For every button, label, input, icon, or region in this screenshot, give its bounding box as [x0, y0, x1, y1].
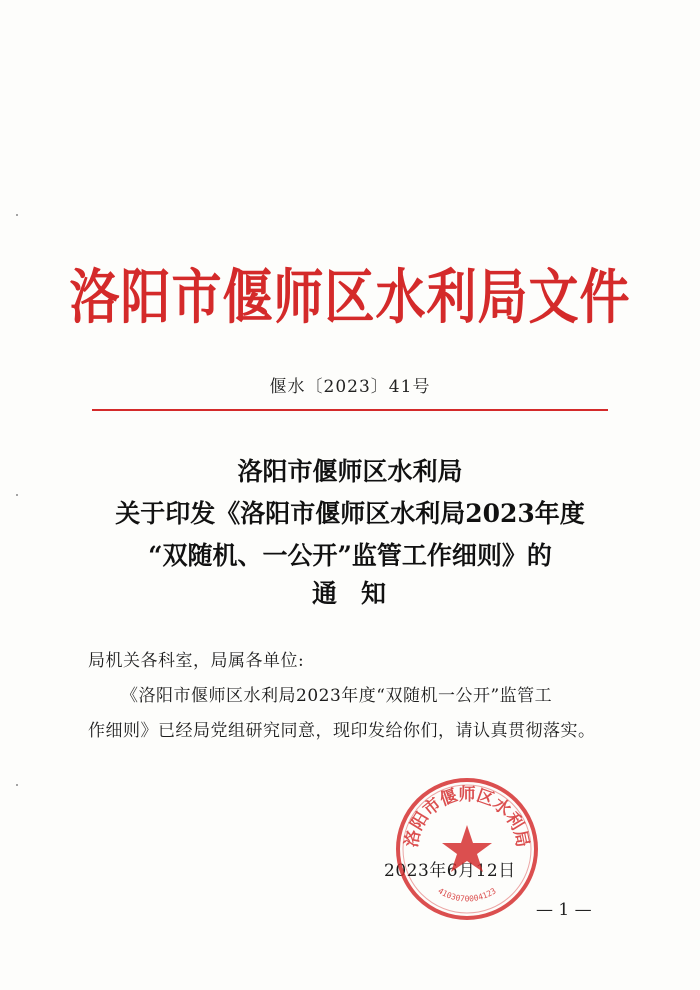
seal-code: 4103070004123	[436, 886, 498, 904]
red-separator-line	[92, 409, 608, 411]
notice-title-line-3: “双随机、一公开”监管工作细则》的	[148, 541, 552, 570]
scan-mark	[16, 214, 18, 216]
seal-star-icon	[442, 825, 492, 872]
notice-title-line-1: 洛阳市偃师区水利局	[237, 457, 463, 486]
body-paragraph-line-1: 《洛阳市偃师区水利局2023年度“双随机一公开”监管工	[121, 686, 553, 706]
document-header-title: 洛阳市偃师区水利局文件	[69, 262, 631, 332]
svg-text:4103070004123	[436, 886, 497, 903]
seal-text: 洛阳市偃师区水利局	[401, 784, 533, 850]
official-seal-stamp	[393, 775, 541, 923]
notice-title-line-2: 关于印发《洛阳市偃师区水利局2023年度	[115, 499, 585, 528]
notice-title-line-4: 通知	[312, 579, 411, 608]
page-number: — 1 —	[536, 900, 592, 920]
issue-date: 2023年6月12日	[384, 861, 516, 881]
scan-mark	[16, 784, 18, 786]
body-paragraph-line-2: 作细则》已经局党组研究同意，现印发给你们，请认真贯彻落实。	[88, 721, 596, 741]
document-number: 偃水〔2023〕41号	[269, 377, 431, 397]
salutation: 局机关各科室，局属各单位:	[88, 651, 305, 671]
